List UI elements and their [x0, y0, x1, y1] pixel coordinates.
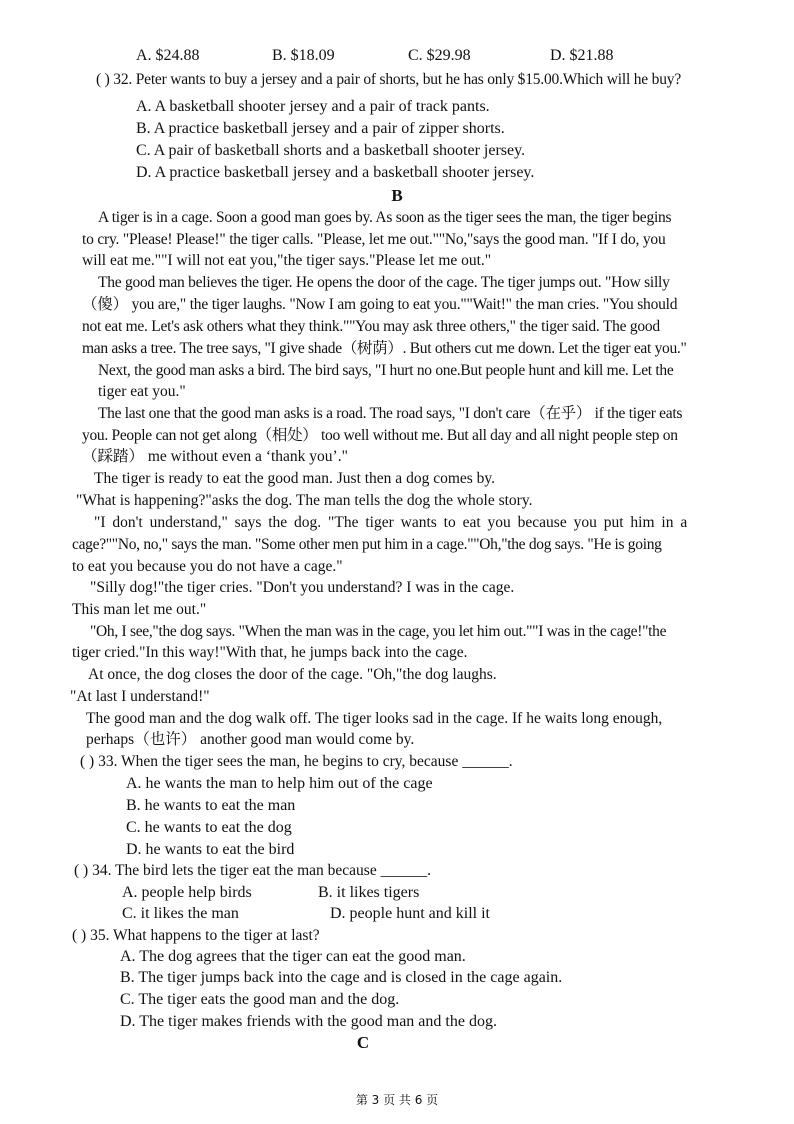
passage-line: you. People can not get along（相处） too well without me. But all day and all night people step on — [82, 427, 678, 444]
q32-option-b: B. A practice basketball jersey and a pair of zipper shorts. — [136, 120, 505, 137]
passage-line: "Silly dog!"the tiger cries. "Don't you understand? I was in the cage. — [90, 579, 515, 596]
passage-line: （踩踏） me without even a ‘thank you’." — [82, 448, 348, 465]
q33-option-a: A. he wants the man to help him out of the cage — [126, 775, 433, 792]
q34-options-row2 — [0, 904, 794, 926]
q35-option-d: D. The tiger makes friends with the good man and the dog. — [120, 1013, 497, 1030]
q35-option-c: C. The tiger eats the good man and the dog. — [120, 991, 400, 1008]
passage-line: cage?""No, no," says the man. "Some other men put him in a cage.""Oh,"the dog says. "He is going — [72, 536, 662, 553]
passage-line: The tiger is ready to eat the good man. Just then a dog comes by. — [94, 470, 496, 487]
q35-option-b: B. The tiger jumps back into the cage and is closed in the cage again. — [120, 969, 563, 986]
section-b-heading: B — [391, 186, 403, 205]
q32-option-c: C. A pair of basketball shorts and a basketball shooter jersey. — [136, 142, 526, 159]
q35-option-a: A. The dog agrees that the tiger can eat the good man. — [120, 948, 466, 965]
passage-line: will eat me.""I will not eat you,"the tiger says."Please let me out." — [82, 252, 492, 269]
passage-line: A tiger is in a cage. Soon a good man goes by. As soon as the tiger sees the man, the tiger begins — [98, 209, 672, 226]
q31-options — [0, 46, 794, 68]
q34-option-a: A. people help birds — [122, 884, 252, 901]
passage-line: to eat you because you do not have a cage." — [72, 558, 343, 575]
q34-options-row1 — [0, 883, 794, 905]
q33-stem: ( ) 33. When the tiger sees the man, he begins to cry, because ______. — [80, 753, 513, 770]
q33-option-b: B. he wants to eat the man — [126, 797, 296, 814]
q34-option-d: D. people hunt and kill it — [330, 905, 490, 922]
passage-line: man asks a tree. The tree says, "I give shade（树荫）. But others cut me down. Let the tiger eat you." — [82, 340, 687, 357]
passage-line: The last one that the good man asks is a road. The road says, "I don't care（在乎） if the tiger eats — [98, 405, 683, 422]
q32-option-a: A. A basketball shooter jersey and a pair of track pants. — [136, 98, 490, 115]
q34-option-b: B. it likes tigers — [318, 884, 420, 901]
section-c-heading: C — [356, 1033, 370, 1052]
passage-line: "Oh, I see,"the dog says. "When the man was in the cage, you let him out.""I was in the cage!"the — [90, 623, 667, 640]
passage-line: tiger eat you." — [98, 383, 186, 400]
passage-line: not eat me. Let's ask others what they think.""You may ask three others," the tiger said. The good — [82, 318, 660, 335]
passage-line: "At last I understand!" — [70, 688, 210, 705]
passage-line: （傻） you are," the tiger laughs. "Now I am going to eat you.""Wait!" the man cries. "You should — [82, 296, 678, 313]
q32-stem: ( ) 32. Peter wants to buy a jersey and a pair of shorts, but he has only $15.00.Which will he buy? — [96, 71, 681, 88]
q35-stem: ( ) 35. What happens to the tiger at last? — [72, 927, 320, 944]
passage-line: This man let me out." — [72, 601, 207, 618]
q31-option-b: B. $18.09 — [272, 47, 335, 64]
q34-option-c: C. it likes the man — [122, 905, 239, 922]
passage-line: At once, the dog closes the door of the cage. "Oh,"the dog laughs. — [88, 666, 497, 683]
page-footer: 第 3 页 共 6 页 — [355, 1093, 439, 1107]
q34-stem: ( ) 34. The bird lets the tiger eat the man because ______. — [74, 862, 431, 879]
passage-line: Next, the good man asks a bird. The bird says, "I hurt no one.But people hunt and kill me. Let the — [98, 362, 674, 379]
passage-line: perhaps（也许） another good man would come by. — [86, 731, 415, 748]
passage-line: "What is happening?"asks the dog. The man tells the dog the whole story. — [76, 492, 533, 509]
q32-option-d: D. A practice basketball jersey and a basketball shooter jersey. — [136, 164, 535, 181]
q31-option-a: A. $24.88 — [136, 47, 200, 64]
q33-option-c: C. he wants to eat the dog — [126, 819, 292, 836]
q33-option-d: D. he wants to eat the bird — [126, 841, 295, 858]
passage-line: The good man believes the tiger. He opens the door of the cage. The tiger jumps out. "How silly — [98, 274, 670, 291]
passage-line: tiger cried."In this way!"With that, he jumps back into the cage. — [72, 644, 468, 661]
q31-option-c: C. $29.98 — [408, 47, 471, 64]
passage-line: The good man and the dog walk off. The tiger looks sad in the cage. If he waits long enough, — [86, 710, 663, 727]
q31-option-d: D. $21.88 — [550, 47, 614, 64]
passage-line: to cry. "Please! Please!" the tiger calls. "Please, let me out.""No,"says the good man. "If I do, you — [82, 231, 666, 248]
passage-line: "I don't understand," says the dog. "The tiger wants to eat you because you put him in a — [94, 514, 688, 531]
